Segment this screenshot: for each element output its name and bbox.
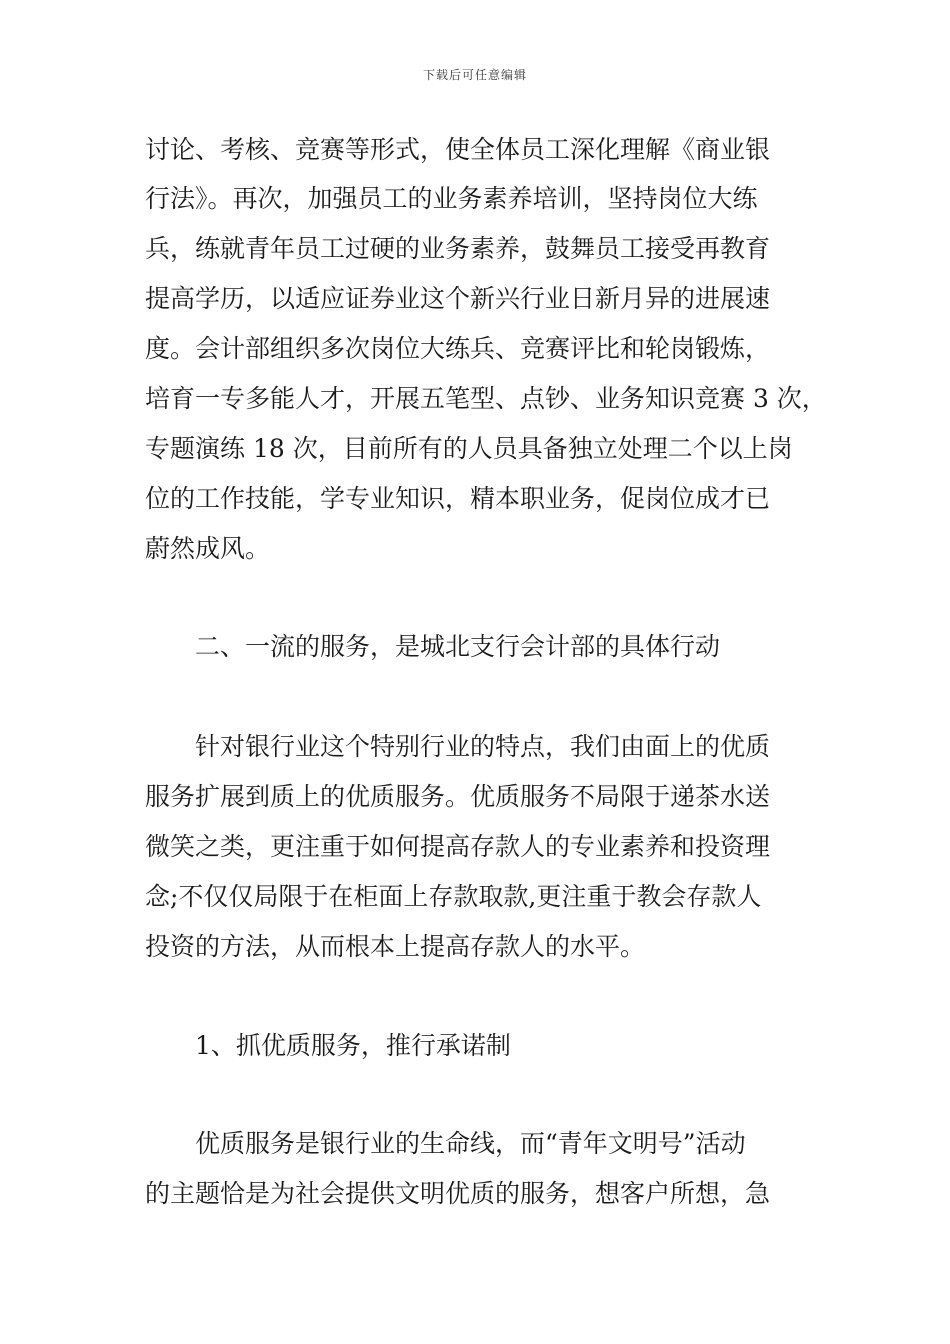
paragraph-line: 专题演练 18 次，目前所有的人员具备独立处理二个以上岗 [145, 434, 793, 463]
paragraph-line: 针对银行业这个特别行业的特点，我们由面上的优质 [195, 732, 771, 761]
paragraph-line: 投资的方法，从而根本上提高存款人的水平。 [145, 932, 646, 961]
paragraph-line: 的主题恰是为社会提供文明优质的服务，想客户所想，急 [145, 1179, 771, 1208]
paragraph-line: 行法》。再次，加强员工的业务素养培训，坚持岗位大练 [145, 184, 758, 213]
paragraph-line: 服务扩展到质上的优质服务。优质服务不局限于递茶水送 [145, 782, 771, 811]
paragraph-line: 兵，练就青年员工过硬的业务素养，鼓舞员工接受再教育 [145, 234, 771, 263]
paragraph-line: 优质服务是银行业的生命线，而“青年文明号”活动 [195, 1129, 746, 1158]
page-header-note: 下载后可任意编辑 [422, 68, 527, 82]
paragraph-line: 蔚然成风。 [145, 534, 271, 563]
paragraph-line: 度。会计部组织多次岗位大练兵、竞赛评比和轮岗锻炼， [145, 334, 771, 363]
paragraph-line: 培育一专多能人才，开展五笔型、点钞、业务知识竞赛 3 次， [145, 384, 827, 413]
subsection-heading: 1、抓优质服务，推行承诺制 [195, 1031, 511, 1060]
section-heading: 二、一流的服务，是城北支行会计部的具体行动 [195, 632, 721, 661]
paragraph-line: 讨论、考核、竞赛等形式，使全体员工深化理解《商业银 [145, 135, 771, 164]
paragraph-line: 位的工作技能，学专业知识，精本职业务，促岗位成才已 [145, 484, 771, 513]
paragraph-line: 提高学历，以适应证券业这个新兴行业日新月异的进展速 [145, 284, 771, 313]
paragraph-line: 微笑之类，更注重于如何提高存款人的专业素养和投资理 [145, 832, 771, 861]
paragraph-line: 念;不仅仅局限于在柜面上存款取款,更注重于教会存款人 [145, 882, 762, 911]
